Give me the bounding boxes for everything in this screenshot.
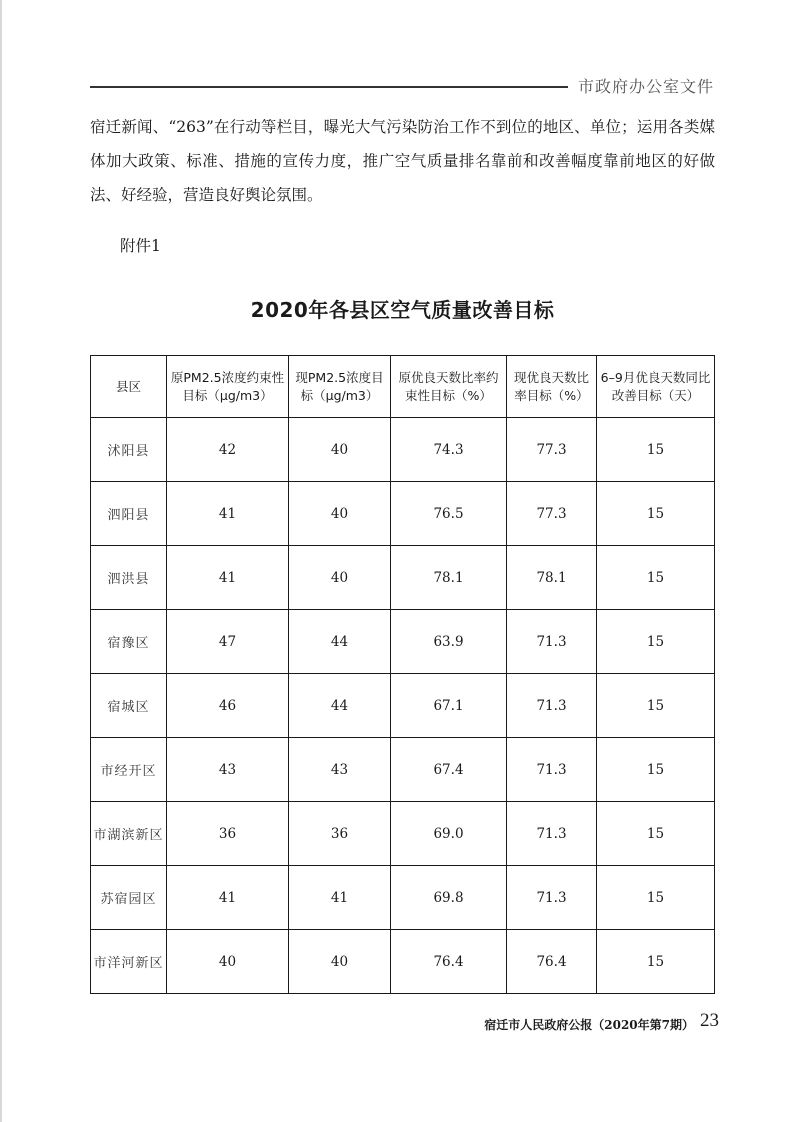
county-cell: 市洋河新区: [91, 930, 167, 994]
table-row: [91, 738, 715, 802]
county-cell: 苏宿园区: [91, 866, 167, 930]
table-cell: 46: [167, 674, 289, 738]
table-row: [91, 674, 715, 738]
table-cell: 47: [167, 610, 289, 674]
header-county: 县区: [91, 356, 167, 418]
table-cell: 71.3: [507, 866, 597, 930]
table-cell: 15: [597, 482, 715, 546]
table-row: [91, 802, 715, 866]
table-cell: 78.1: [507, 546, 597, 610]
table-cell: 41: [167, 866, 289, 930]
header-label: 市政府办公室文件: [578, 77, 715, 96]
table-cell: 36: [289, 802, 391, 866]
table-cell: 15: [597, 930, 715, 994]
table-cell: 76.4: [507, 930, 597, 994]
table-cell: 44: [289, 610, 391, 674]
header-new-good-days: 现优良天数比率目标（%）: [507, 356, 597, 418]
county-cell: 泗洪县: [91, 546, 167, 610]
table-cell: 69.0: [391, 802, 507, 866]
table-cell: 15: [597, 866, 715, 930]
air-quality-target-table: [90, 355, 715, 994]
table-cell: 76.5: [391, 482, 507, 546]
table-cell: 15: [597, 738, 715, 802]
page-edge: [0, 0, 2, 1122]
table-cell: 67.1: [391, 674, 507, 738]
table-cell: 40: [289, 482, 391, 546]
table-cell: 71.3: [507, 802, 597, 866]
table-cell: 63.9: [391, 610, 507, 674]
table-cell: 78.1: [391, 546, 507, 610]
table-cell: 77.3: [507, 418, 597, 482]
table-cell: 69.8: [391, 866, 507, 930]
county-cell: 宿豫区: [91, 610, 167, 674]
table-cell: 15: [597, 610, 715, 674]
county-cell: 市湖滨新区: [91, 802, 167, 866]
table-cell: 41: [289, 866, 391, 930]
table-cell: 77.3: [507, 482, 597, 546]
table-row: [91, 546, 715, 610]
header-orig-good-days: 原优良天数比率约束性目标（%）: [391, 356, 507, 418]
body-text: [90, 110, 715, 212]
table-cell: 74.3: [391, 418, 507, 482]
table-header-row: [91, 356, 715, 418]
table-cell: 67.4: [391, 738, 507, 802]
table-cell: 71.3: [507, 674, 597, 738]
header-new-pm25: 现PM2.5浓度目标（μg/m3）: [289, 356, 391, 418]
table-cell: 41: [167, 546, 289, 610]
footer-publication: 宿迁市人民政府公报（2020年第7期）: [484, 1018, 694, 1032]
table-row: [91, 482, 715, 546]
attachment-label: 附件1: [120, 237, 161, 255]
county-cell: 泗阳县: [91, 482, 167, 546]
county-cell: 沭阳县: [91, 418, 167, 482]
table-cell: 36: [167, 802, 289, 866]
table-cell: 15: [597, 418, 715, 482]
header-rule: [90, 86, 568, 88]
table-row: [91, 418, 715, 482]
page-number: 23: [700, 1010, 719, 1031]
county-cell: 宿城区: [91, 674, 167, 738]
table-cell: 40: [167, 930, 289, 994]
table-cell: 44: [289, 674, 391, 738]
table-row: [91, 610, 715, 674]
table-cell: 76.4: [391, 930, 507, 994]
table-cell: 71.3: [507, 610, 597, 674]
table-cell: 41: [167, 482, 289, 546]
table-cell: 40: [289, 418, 391, 482]
table-cell: 40: [289, 930, 391, 994]
header-summer-improvement: 6–9月优良天数同比改善目标（天）: [597, 356, 715, 418]
table-title: 2020年各县区空气质量改善目标: [250, 298, 555, 322]
table-cell: 43: [289, 738, 391, 802]
table-cell: 43: [167, 738, 289, 802]
table-cell: 42: [167, 418, 289, 482]
table-cell: 71.3: [507, 738, 597, 802]
table-cell: 15: [597, 802, 715, 866]
body-paragraph: 宿迁新闻、“263”在行动等栏目，曝光大气污染防治工作不到位的地区、单位；运用各类媒体加大政策、标准、措施的宣传力度，推广空气质量排名靠前和改善幅度靠前地区的好做法、好经验，营造良好舆论氛围。: [90, 118, 715, 204]
table-cell: 40: [289, 546, 391, 610]
header-orig-pm25: 原PM2.5浓度约束性目标（μg/m3）: [167, 356, 289, 418]
county-cell: 市经开区: [91, 738, 167, 802]
table-row: [91, 930, 715, 994]
table-cell: 15: [597, 674, 715, 738]
table-cell: 15: [597, 546, 715, 610]
table-row: [91, 866, 715, 930]
